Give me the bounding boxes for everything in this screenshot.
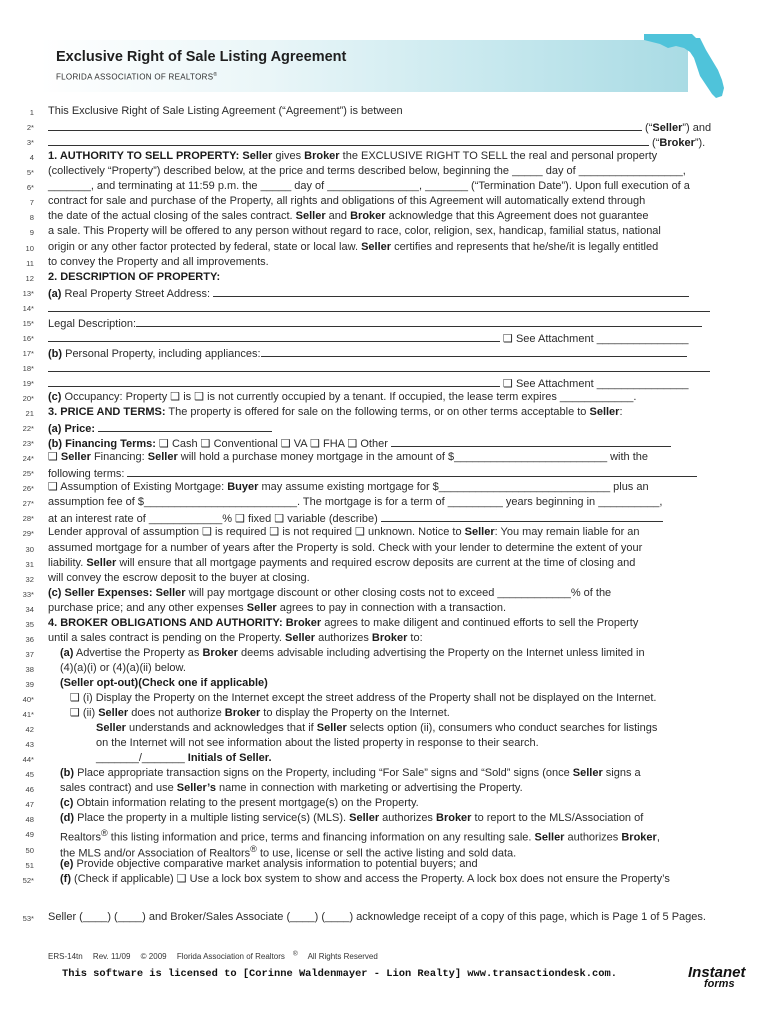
line-text: 1. AUTHORITY TO SELL PROPERTY: Seller gives Broker the EXCLUSIVE RIGHT TO SELL the real and personal property xyxy=(48,150,658,163)
florida-map-icon xyxy=(640,30,730,102)
line-text: ❑ Assumption of Existing Mortgage: Buyer may assume existing mortgage for $____________________________ plus an xyxy=(48,481,649,494)
agreement-line xyxy=(0,405,768,420)
agreement-line xyxy=(0,330,768,345)
line-text: sales contract) and use Seller’s name in connection with marketing or advertising the Property. xyxy=(60,782,523,795)
line-number: 31 xyxy=(25,559,34,569)
line-number: 18* xyxy=(22,363,34,373)
agreement-line xyxy=(0,134,768,149)
line-number: 42 xyxy=(25,725,34,735)
line-number: 49 xyxy=(25,830,34,840)
line-number: 13* xyxy=(22,288,34,298)
line-text: Lender approval of assumption ❑ is required ❑ is not required ❑ unknown. Notice to Seller: You may remain liable for an xyxy=(48,526,640,539)
line-number: 36 xyxy=(25,634,34,644)
agreement-line xyxy=(0,270,768,285)
agreement-line xyxy=(0,781,768,796)
line-text: on the Internet will not see information about the listed property in response to their search. xyxy=(96,737,539,750)
agreement-line xyxy=(0,872,768,887)
line-text: _______/_______ Initials of Seller. xyxy=(96,752,272,765)
line-text: (collectively “Property”) described below, at the price and terms described below, beginning the _____ day of _________________, xyxy=(48,165,686,178)
line-number: 27* xyxy=(22,499,34,509)
agreement-line xyxy=(0,586,768,601)
line-text: ❑ (ii) Seller does not authorize Broker to display the Property on the Internet. xyxy=(70,707,450,719)
line-number: 51 xyxy=(25,860,34,870)
line-text: (a) Real Property Street Address: xyxy=(48,285,689,302)
line-number: 38 xyxy=(25,664,34,674)
line-number: 35 xyxy=(25,619,34,629)
agreement-line xyxy=(0,796,768,811)
publisher-name: FLORIDA ASSOCIATION OF REALTORS xyxy=(56,72,214,82)
line-text: (c) Seller Expenses: Seller will pay mortgage discount or other closing costs not to exceed ____________% of the xyxy=(48,586,612,599)
line-text: 2. DESCRIPTION OF PROPERTY: xyxy=(48,270,221,283)
line-number: 4 xyxy=(29,153,34,163)
line-number: 9 xyxy=(29,228,34,238)
agreement-line xyxy=(0,706,768,721)
agreement-line xyxy=(0,646,768,661)
line-text: the date of the actual closing of the sales contract. Seller and Broker acknowledge that this Agreement does not guarantee xyxy=(48,210,649,223)
line-text: (d) Place the property in a multiple listing service(s) (MLS). Seller authorizes Broker to report to the MLS/Association of xyxy=(60,812,644,825)
line-number: 2* xyxy=(26,123,34,132)
line-text: assumption fee of $_________________________. The mortgage is for a term of _________ years beginning in __________, xyxy=(48,496,663,509)
form-revision: Rev. 11/09 xyxy=(92,951,131,961)
agreement-line xyxy=(0,601,768,616)
line-text: (f) (Check if applicable) ❑ Use a lock box system to show and access the Property. A lock box does not ensure the Property’s xyxy=(60,872,670,885)
agreement-line xyxy=(0,736,768,751)
agreement-line xyxy=(0,721,768,736)
line-number: 20* xyxy=(22,393,34,403)
line-number: 14* xyxy=(22,303,34,313)
line-number: 28* xyxy=(22,514,34,524)
line-text: origin or any other factor protected by federal, state or local law. Seller certifies and represents that he/she/it is legally entitled xyxy=(48,240,659,253)
line-text: (e) Provide objective comparative market analysis information to potential buyers; and xyxy=(60,857,478,870)
line-number: 50 xyxy=(25,845,34,855)
line-text: will convey the escrow deposit to the buyer at closing. xyxy=(48,571,310,584)
agreement-line xyxy=(0,420,768,435)
line-text: (c) Occupancy: Property ❑ is ❑ is not currently occupied by a tenant. If occupied, the lease term expires ____________. xyxy=(48,390,637,403)
agreement-line xyxy=(0,315,768,330)
agreement-line xyxy=(0,525,768,540)
agreement-line xyxy=(0,751,768,766)
line-text: (a) Price: xyxy=(48,420,272,437)
agreement-line xyxy=(0,691,768,706)
agreement-line xyxy=(0,450,768,465)
line-number: 32 xyxy=(25,574,34,584)
line-number: 40* xyxy=(22,695,34,704)
agreement-line xyxy=(0,240,768,255)
line-number: 24* xyxy=(22,454,34,464)
line-text: ❑ See Attachment _______________ xyxy=(48,330,688,347)
line-text: at an interest rate of ____________% ❑ fixed ❑ variable (describe) xyxy=(48,510,663,527)
registered-mark: ® xyxy=(213,72,218,78)
association-name: Florida Association of Realtors ® xyxy=(176,950,298,961)
agreement-line xyxy=(0,676,768,691)
line-number: 21 xyxy=(25,409,34,418)
line-number: 25* xyxy=(22,469,34,479)
line-number: 8 xyxy=(29,213,34,223)
agreement-line xyxy=(0,910,768,925)
line-text: (b) Financing Terms: ❑ Cash ❑ Conventional ❑ VA ❑ FHA ❑ Other xyxy=(48,435,671,452)
line-number: 46 xyxy=(25,785,34,795)
line-number: 47 xyxy=(25,800,34,810)
line-number: 52* xyxy=(22,875,34,885)
line-text: until a sales contract is pending on the Property. Seller authorizes Broker to: xyxy=(48,631,423,644)
agreement-line xyxy=(0,616,768,631)
line-number: 16* xyxy=(22,333,34,343)
line-number: 3* xyxy=(26,138,34,148)
agreement-line xyxy=(0,541,768,556)
line-text: ❑ See Attachment _______________ xyxy=(48,375,688,392)
line-text: (b) Place appropriate transaction signs on the Property, including “For Sale” signs and “Sold” signs (once Seller signs a xyxy=(60,767,641,780)
line-text: Seller (____) (____) and Broker/Sales Associate (____) (____) acknowledge receipt of a copy of this page, which is Page 1 of 5 Pages. xyxy=(48,910,706,923)
agreement-line xyxy=(0,390,768,405)
agreement-line xyxy=(0,360,768,375)
form-publisher xyxy=(56,72,217,82)
line-text: (a) Advertise the Property as Broker deems advisable including advertising the Property on the Internet unless limited in xyxy=(60,646,645,659)
agreement-line xyxy=(0,255,768,270)
rights-text: All Rights Reserved xyxy=(307,951,378,961)
line-number: 11 xyxy=(26,258,34,268)
line-number: 48 xyxy=(25,815,34,825)
agreement-line xyxy=(0,480,768,495)
line-text: Seller understands and acknowledges that if Seller selects option (ii), consumers who conduct searches for listings xyxy=(96,722,658,735)
agreement-line xyxy=(0,826,768,845)
agreement-line xyxy=(0,842,768,860)
form-code: ERS-14tn xyxy=(48,951,83,961)
agreement-line xyxy=(0,345,768,360)
line-number: 17* xyxy=(22,348,34,358)
agreement-line xyxy=(0,209,768,224)
line-number: 22* xyxy=(22,424,34,434)
agreement-line xyxy=(0,435,768,450)
line-text: Legal Description: xyxy=(48,315,702,332)
line-text: a sale. This Property will be offered to any person without regard to race, color, religion, sex, handicap, familial status, national xyxy=(48,225,661,238)
agreement-line xyxy=(0,375,768,390)
line-text: (Seller opt-out)(Check one if applicable) xyxy=(60,676,268,689)
form-title: Exclusive Right of Sale Listing Agreement xyxy=(56,49,347,65)
line-number: 39 xyxy=(25,679,34,689)
line-text: (“Broker”). xyxy=(48,134,705,151)
agreement-line xyxy=(0,164,768,179)
line-number: 19* xyxy=(22,378,34,388)
line-number: 44* xyxy=(22,755,34,765)
line-number: 10 xyxy=(25,243,34,253)
line-number: 34 xyxy=(25,604,34,614)
line-number: 53* xyxy=(22,913,34,923)
line-text: 4. BROKER OBLIGATIONS AND AUTHORITY: Broker agrees to make diligent and continued efforts to sell the Property xyxy=(48,616,639,629)
line-number: 1 xyxy=(29,108,34,117)
logo-text-forms: forms xyxy=(704,978,735,990)
line-number: 29* xyxy=(22,529,34,539)
line-text: Realtors® this listing information and price, terms and financing information on any resulting sale. Seller authorizes Broker, xyxy=(60,828,660,845)
line-number: 41* xyxy=(22,710,34,719)
agreement-line xyxy=(0,510,768,525)
line-text: (4)(a)(i) or (4)(a)(ii) below. xyxy=(60,661,186,674)
agreement-line xyxy=(0,149,768,164)
line-text: the MLS and/or Association of Realtors® to use, license or sell the active listing and sold data. xyxy=(60,843,517,860)
copyright-year: © 2009 xyxy=(140,951,167,961)
agreement-line xyxy=(0,766,768,781)
line-text: ❑ (i) Display the Property on the Internet except the street address of the Property shall not be displayed on the Internet. xyxy=(70,692,657,704)
agreement-line xyxy=(0,285,768,300)
agreement-line xyxy=(0,811,768,826)
agreement-line xyxy=(0,179,768,194)
license-line: This software is licensed to [Corinne Waldenmayer - Lion Realty] www.transactiondesk.com. xyxy=(62,968,617,980)
line-number: 6* xyxy=(26,183,34,193)
agreement-line xyxy=(0,631,768,646)
line-text: _______, and terminating at 11:59 p.m. the _____ day of _______________, _______ (“Termination Date”). Upon full execution of a xyxy=(48,180,690,193)
agreement-line xyxy=(0,661,768,676)
line-text: ❑ Seller Financing: Seller will hold a purchase money mortgage in the amount of $_________________________ with the xyxy=(48,451,649,464)
instanet-forms-logo xyxy=(688,964,752,994)
form-header-band xyxy=(40,40,688,92)
agreement-line xyxy=(0,465,768,480)
line-text: contract for sale and purchase of the Property, all rights and obligations of this Agreement will automatically extend through xyxy=(48,195,646,208)
line-text: (b) Personal Property, including appliances: xyxy=(48,345,687,362)
agreement-line xyxy=(0,571,768,586)
form-footer-info xyxy=(48,950,386,961)
agreement-line xyxy=(0,224,768,239)
line-text: purchase price; and any other expenses Seller agrees to pay in connection with a transaction. xyxy=(48,601,507,614)
line-number: 45 xyxy=(25,770,34,780)
line-text: This Exclusive Right of Sale Listing Agreement (“Agreement”) is between xyxy=(48,105,403,117)
line-text: assumed mortgage for a number of years after the Property is sold. Check with your lender to determine the extent of your xyxy=(48,541,643,554)
line-number: 30 xyxy=(25,544,34,554)
line-number: 37 xyxy=(25,649,34,659)
agreement-line xyxy=(0,104,768,119)
line-number: 26* xyxy=(22,484,34,494)
line-number: 43 xyxy=(25,740,34,750)
agreement-line xyxy=(0,194,768,209)
line-number: 15* xyxy=(22,318,34,328)
line-text: (c) Obtain information relating to the present mortgage(s) on the Property. xyxy=(60,797,419,810)
agreement-line xyxy=(0,495,768,510)
agreement-line xyxy=(0,119,768,134)
line-text: following terms: xyxy=(48,465,697,482)
agreement-line xyxy=(0,300,768,315)
line-text: liability. Seller will ensure that all mortgage payments and required escrow deposits are current at the time of closing and xyxy=(48,556,636,569)
line-number: 5* xyxy=(26,168,34,178)
line-text: 3. PRICE AND TERMS: The property is offered for sale on the following terms, or on other terms acceptable to Seller: xyxy=(48,406,623,418)
line-number: 23* xyxy=(22,439,34,449)
agreement-line xyxy=(0,857,768,872)
line-number: 33* xyxy=(22,589,34,599)
line-text: (“Seller”) and xyxy=(48,119,711,136)
line-number: 7 xyxy=(29,198,34,208)
line-number: 12 xyxy=(25,273,34,283)
agreement-line xyxy=(0,556,768,571)
line-text: to convey the Property and all improvements. xyxy=(48,255,269,268)
logo-text-instanet: Instanet xyxy=(688,964,746,981)
